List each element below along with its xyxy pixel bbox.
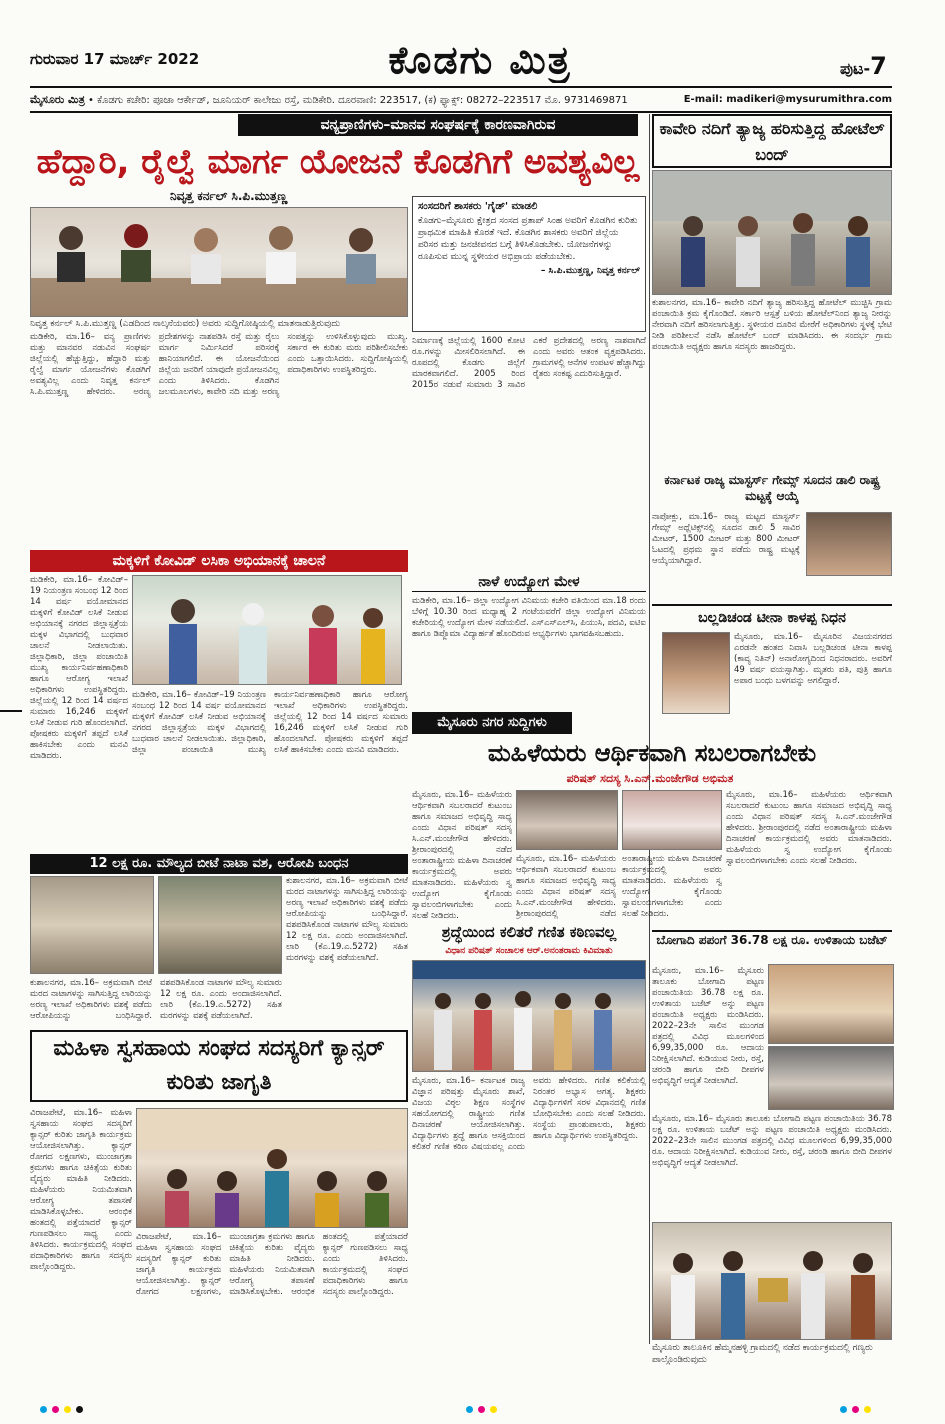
audience-photo	[622, 790, 722, 850]
info-rule	[30, 111, 892, 113]
seized-timber-photo	[30, 876, 154, 974]
budget-headline: ಬೋಗಾದಿ ಪಪಂಗೆ 36.78 ಲಕ್ಷ ರೂ. ಉಳಿತಾಯ ಬಜೆಟ್	[652, 930, 892, 962]
hotel-inspection-photo	[652, 170, 892, 295]
office-address: • ಕೊಡಗು ಕಚೇರಿ: ಪೂಜಾ ಆರ್ಕೇಡ್, ಜೂನಿಯರ್ ಕಾಲೇಜು ರಸ್ತೆ, ಮಡಿಕೇರಿ. ದೂರವಾಣಿ: 223517, (ಕ) ಫ್ಯಾಕ್ಸ್: 08272–223517 ಮೊ. 9731469871	[88, 95, 628, 106]
press-meet-photo	[30, 207, 408, 317]
yellow-registration-dot-center	[490, 1406, 497, 1413]
vaccine-headline: ಮಕ್ಕಳಿಗೆ ಕೋವಿಡ್ ಲಸಿಕಾ ಅಭಿಯಾನಕ್ಕೆ ಚಾಲನೆ	[30, 550, 408, 572]
hotel-inspection-illustration	[653, 171, 892, 295]
athlete-photo	[806, 512, 892, 576]
hotel-headline: ಕಾವೇರಿ ನದಿಗೆ ತ್ಯಾಜ್ಯ ಹರಿಸುತ್ತಿದ್ದ ಹೋಟೆಲ್ ಬಂದ್	[652, 114, 892, 168]
officials-photo	[158, 876, 282, 974]
budget-body-continued: ಮೈಸೂರು, ಮಾ.16– ಮೈಸೂರು ತಾಲೂಕು ಬೋಗಾದಿ ಪಟ್ಟಣ ಪಂಚಾಯಿತಿಯ 36.78 ಲಕ್ಷ ರೂ. ಉಳಿತಾಯ ಬಜೆಟ್ ಅನ್ನು ಪಟ್ಟಣ ಪಂಚಾಯಿತಿ ಅಧ್ಯಕ್ಷರು ಮಂಡಿಸಿದರು. 2022–23ನೇ ಸಾಲಿನ ಮುಂಗಡ ಪತ್ರದಲ್ಲಿ ವಿವಿಧ ಮೂಲಗಳಿಂದ 6,99,35,000 ರೂ. ಆದಾಯ ನಿರೀಕ್ಷಿಸಲಾಗಿದೆ. ಕುಡಿಯುವ ನೀರು, ರಸ್ತೆ, ಚರಂಡಿ ಹಾಗೂ ಬೀದಿ ದೀಪಗಳ ಅಭಿವೃದ್ಧಿಗೆ ಆದ್ಯತೆ ನೀಡಲಾಗಿದೆ.	[652, 1114, 892, 1168]
timber-seizure-body: ಕುಶಾಲನಗರ, ಮಾ.16– ಅಕ್ರಮವಾಗಿ ಬೀಟೆ ಮರದ ನಾಟಾಗಳನ್ನು ಸಾಗಿಸುತ್ತಿದ್ದ ಲಾರಿಯನ್ನು ಅರಣ್ಯ ಇಲಾಖೆ ಅಧಿಕಾರಿಗಳು ವಶಕ್ಕೆ ಪಡೆದು ಆರೋಪಿಯನ್ನು ಬಂಧಿಸಿದ್ದಾರೆ. ವಶಪಡಿಸಿಕೊಂಡ ನಾಟಾಗಳ ಮೌಲ್ಯ ಸುಮಾರು 12 ಲಕ್ಷ ರೂ. ಎಂದು ಅಂದಾಜಿಸಲಾಗಿದೆ. ಲಾರಿ (ಕೆಎ.19.ಎ.5272) ಸಹಿತ ಮರಗಳನ್ನು ವಶಕ್ಕೆ ಪಡೆಯಲಾಗಿದೆ.	[286, 876, 408, 963]
cyan-registration-dot	[40, 1406, 47, 1413]
timber-seizure-headline: 12 ಲಕ್ಷ ರೂ. ಮೌಲ್ಯದ ಬೀಟೆ ನಾಟಾ ವಶ, ಆರೋಪಿ ಬಂಧನ	[30, 854, 408, 874]
obituary-body: ಮೈಸೂರು, ಮಾ.16– ಮೈಸೂರಿನ ವಿಜಯನಗರದ ಎರಡನೇ ಹಂತದ ನಿವಾಸಿ ಬಲ್ಲಡಿಚಂಡ ಟೀನಾ ಕಾಳಪ್ಪ (ಕಾವ್ಯ ನಿತಿನ್) ಅನಾರೋಗ್ಯದಿಂದ ನಿಧನರಾದರು. ಅವರಿಗೆ 49 ವರ್ಷ ವಯಸ್ಸಾಗಿತ್ತು. ಮೃತರು ಪತಿ, ಪುತ್ರಿ ಹಾಗೂ ಅಪಾರ ಬಂಧು ಬಳಗವನ್ನು ಅಗಲಿದ್ದಾರೆ.	[734, 632, 892, 686]
magenta-registration-dot-right	[852, 1406, 859, 1413]
masthead-title: ಕೊಡಗು ಮಿತ್ರ	[388, 38, 572, 82]
black-registration-dot	[76, 1406, 83, 1413]
cyan-registration-dot-center	[466, 1406, 473, 1413]
column-divider	[649, 114, 650, 1344]
press-meet-caption: ನಿವೃತ್ತ ಕರ್ನಲ್ ಸಿ.ಪಿ.ಮುತ್ತಣ್ಣ (ಎಡದಿಂದ ನಾಲ್ಕನೆಯವರು) ಅವರು ಸುದ್ದಿಗೋಷ್ಠಿಯಲ್ಲಿ ಮಾತನಾಡುತ್ತಿರುವುದು	[30, 319, 341, 329]
cyan-registration-dot-right	[840, 1406, 847, 1413]
women-empowerment-body: ಮೈಸೂರು, ಮಾ.16– ಮಹಿಳೆಯರು ಆರ್ಥಿಕವಾಗಿ ಸಬಲರಾದರೆ ಕುಟುಂಬ ಹಾಗೂ ಸಮಾಜದ ಅಭಿವೃದ್ಧಿ ಸಾಧ್ಯ ಎಂದು ವಿಧಾನ ಪರಿಷತ್ ಸದಸ್ಯ ಸಿ.ಎನ್.ಮಂಜೇಗೌಡ ಹೇಳಿದರು. ಶ್ರೀರಾಂಪುರದಲ್ಲಿ ನಡೆದ ಅಂತಾರಾಷ್ಟ್ರೀಯ ಮಹಿಳಾ ದಿನಾಚರಣೆ ಕಾರ್ಯಕ್ರಮದಲ್ಲಿ ಅವರು ಮಾತನಾಡಿದರು. ಮಹಿಳೆಯರು ಸ್ವ ಉದ್ಯೋಗ ಕೈಗೊಂಡು ಸ್ವಾವಲಂಬಿಗಳಾಗಬೇಕು ಎಂದು ಸಲಹೆ ನೀಡಿದರು.	[412, 790, 512, 921]
masters-games-body: ನಾಪೋಕ್ಲು, ಮಾ.16– ರಾಜ್ಯ ಮಟ್ಟದ ಮಾಸ್ಟರ್ಸ್ ಗೇಮ್ಸ್ ಅಥ್ಲೆಟಿಕ್ಸ್‌ನಲ್ಲಿ ಸೂದನ ಡಾಲಿ 5 ಸಾವಿರ ಮೀಟರ್, 1500 ಮೀಟರ್ ಮತ್ತು 800 ಮೀಟರ್ ಓಟದಲ್ಲಿ ಪ್ರಥಮ ಸ್ಥಾನ ಪಡೆದು ರಾಷ್ಟ್ರ ಮಟ್ಟಕ್ಕೆ ಆಯ್ಕೆಯಾಗಿದ್ದಾರೆ.	[652, 512, 800, 566]
women-empowerment-body-continued: ಮೈಸೂರು, ಮಾ.16– ಮಹಿಳೆಯರು ಆರ್ಥಿಕವಾಗಿ ಸಬಲರಾದರೆ ಕುಟುಂಬ ಹಾಗೂ ಸಮಾಜದ ಅಭಿವೃದ್ಧಿ ಸಾಧ್ಯ ಎಂದು ವಿಧಾನ ಪರಿಷತ್ ಸದಸ್ಯ ಸಿ.ಎನ್.ಮಂಜೇಗೌಡ ಹೇಳಿದರು. ಶ್ರೀರಾಂಪುರದಲ್ಲಿ ನಡೆದ ಅಂತಾರಾಷ್ಟ್ರೀಯ ಮಹಿಳಾ ದಿನಾಚರಣೆ ಕಾರ್ಯಕ್ರಮದಲ್ಲಿ ಅವರು ಮಾತನಾಡಿದರು. ಮಹಿಳೆಯರು ಸ್ವ ಉದ್ಯೋಗ ಕೈಗೊಂಡು ಸ್ವಾವಲಂಬಿಗಳಾಗಬೇಕು ಎಂದು ಸಲಹೆ ನೀಡಿದರು.	[516, 854, 722, 919]
women-empowerment-body-right: ಮೈಸೂರು, ಮಾ.16– ಮಹಿಳೆಯರು ಆರ್ಥಿಕವಾಗಿ ಸಬಲರಾದರೆ ಕುಟುಂಬ ಹಾಗೂ ಸಮಾಜದ ಅಭಿವೃದ್ಧಿ ಸಾಧ್ಯ ಎಂದು ವಿಧಾನ ಪರಿಷತ್ ಸದಸ್ಯ ಸಿ.ಎನ್.ಮಂಜೇಗೌಡ ಹೇಳಿದರು. ಶ್ರೀರಾಂಪುರದಲ್ಲಿ ನಡೆದ ಅಂತಾರಾಷ್ಟ್ರೀಯ ಮಹಿಳಾ ದಿನಾಚರಣೆ ಕಾರ್ಯಕ್ರಮದಲ್ಲಿ ಅವರು ಮಾತನಾಡಿದರು. ಮಹಿಳೆಯರು ಸ್ವ ಉದ್ಯೋಗ ಕೈಗೊಂಡು ಸ್ವಾವಲಂಬಿಗಳಾಗಬೇಕು ಎಂದು ಸಲಹೆ ನೀಡಿದರು.	[726, 790, 892, 866]
speaker-photo	[516, 790, 618, 850]
masters-games-headline: ಕರ್ನಾಟಕ ರಾಜ್ಯ ಮಾಸ್ಟರ್ಸ್ ಗೇಮ್ಸ್ ಸೂದನ ಡಾಲಿ ರಾಷ್ಟ್ರ ಮಟ್ಟಕ್ಕೆ ಆಯ್ಕೆ	[664, 473, 880, 503]
pull-quote-signature: – ಸಿ.ಪಿ.ಮುತ್ತಣ್ಣ, ನಿವೃತ್ತ ಕರ್ನಲ್	[540, 266, 640, 276]
vaccination-photo	[132, 575, 402, 685]
edition-date: ಗುರುವಾರ 17 ಮಾರ್ಚ್ 2022	[30, 50, 200, 68]
budget-presentation-photo	[768, 1046, 894, 1110]
budget-building-photo	[768, 964, 894, 1044]
pull-quote-heading: ಸಂಸದರಿಗೆ ಶಾಸಕರು 'ಗೈಡ್' ಮಾಡಲಿ	[418, 201, 538, 212]
pull-quote-text: ಕೊಡಗು–ಮೈಸೂರು ಕ್ಷೇತ್ರದ ಸಂಸದ ಪ್ರತಾಪ್ ಸಿಂಹ ಅವರಿಗೆ ಕೊಡಗಿನ ಕುರಿತು ಪ್ರಾಥಮಿಕ ಮಾಹಿತಿ ಕೊರತೆ ಇದೆ. ಕೊಡಗಿನ ಶಾಸಕರು ಅವರಿಗೆ ಜಿಲ್ಲೆಯ ಪರಿಸರ ಮತ್ತು ಜನಜೀವನದ ಬಗ್ಗೆ ತಿಳಿಸಿಕೊಡಬೇಕು. ಯೋಜನೆಗಳನ್ನು ರೂಪಿಸುವ ಮುನ್ನ ಸ್ಥಳೀಯರ ಅಭಿಪ್ರಾಯ ಪಡೆಯಬೇಕು.	[418, 216, 638, 262]
lead-byline: ನಿವೃತ್ತ ಕರ್ನಲ್ ಸಿ.ಪಿ.ಮುತ್ತಣ್ಣ	[170, 189, 288, 203]
vaccine-body: ಮಡಿಕೇರಿ, ಮಾ.16– ಕೋವಿಡ್–19 ನಿಯಂತ್ರಣ ಸಂಬಂಧ 12 ರಿಂದ 14 ವರ್ಷ ವಯೋಮಾನದ ಮಕ್ಕಳಿಗೆ ಕೋವಿಡ್ ಲಸಿಕೆ ನೀಡುವ ಅಭಿಯಾನಕ್ಕೆ ನಗರದ ಜಿಲ್ಲಾಸ್ಪತ್ರೆಯ ಮಕ್ಕಳ ವಿಭಾಗದಲ್ಲಿ ಬುಧವಾರ ಚಾಲನೆ ನೀಡಲಾಯಿತು. ಜಿಲ್ಲಾಧಿಕಾರಿ, ಜಿಲ್ಲಾ ಪಂಚಾಯಿತಿ ಮುಖ್ಯ ಕಾರ್ಯನಿರ್ವಹಣಾಧಿಕಾರಿ ಹಾಗೂ ಆರೋಗ್ಯ ಇಲಾಖೆ ಅಧಿಕಾರಿಗಳು ಉಪಸ್ಥಿತರಿದ್ದರು. ಜಿಲ್ಲೆಯಲ್ಲಿ 12 ರಿಂದ 14 ವರ್ಷದ ಸುಮಾರು 16,246 ಮಕ್ಕಳಿಗೆ ಲಸಿಕೆ ನೀಡುವ ಗುರಿ ಹೊಂದಲಾಗಿದೆ. ಪೋಷಕರು ಮಕ್ಕಳಿಗೆ ತಪ್ಪದೆ ಲಸಿಕೆ ಹಾಕಿಸಬೇಕು ಎಂದು ಮನವಿ ಮಾಡಿದರು.	[30, 575, 128, 761]
vaccination-illustration	[133, 576, 402, 685]
magenta-registration-dot-center	[478, 1406, 485, 1413]
math-headline: ಶ್ರದ್ಧೆಯಿಂದ ಕಲಿತರೆ ಗಣಿತ ಕಠಿಣವಲ್ಲ	[441, 923, 617, 941]
pull-quote-box	[412, 196, 646, 332]
vaccine-body-continued: ಮಡಿಕೇರಿ, ಮಾ.16– ಕೋವಿಡ್–19 ನಿಯಂತ್ರಣ ಸಂಬಂಧ 12 ರಿಂದ 14 ವರ್ಷ ವಯೋಮಾನದ ಮಕ್ಕಳಿಗೆ ಕೋವಿಡ್ ಲಸಿಕೆ ನೀಡುವ ಅಭಿಯಾನಕ್ಕೆ ನಗರದ ಜಿಲ್ಲಾಸ್ಪತ್ರೆಯ ಮಕ್ಕಳ ವಿಭಾಗದಲ್ಲಿ ಬುಧವಾರ ಚಾಲನೆ ನೀಡಲಾಯಿತು. ಜಿಲ್ಲಾಧಿಕಾರಿ, ಜಿಲ್ಲಾ ಪಂಚಾಯಿತಿ ಮುಖ್ಯ ಕಾರ್ಯನಿರ್ವಹಣಾಧಿಕಾರಿ ಹಾಗೂ ಆರೋಗ್ಯ ಇಲಾಖೆ ಅಧಿಕಾರಿಗಳು ಉಪಸ್ಥಿತರಿದ್ದರು. ಜಿಲ್ಲೆಯಲ್ಲಿ 12 ರಿಂದ 14 ವರ್ಷದ ಸುಮಾರು 16,246 ಮಕ್ಕಳಿಗೆ ಲಸಿಕೆ ನೀಡುವ ಗುರಿ ಹೊಂದಲಾಗಿದೆ. ಪೋಷಕರು ಮಕ್ಕಳಿಗೆ ತಪ್ಪದೆ ಲಸಿಕೆ ಹಾಕಿಸಬೇಕು ಎಂದು ಮನವಿ ಮಾಡಿದರು.	[132, 690, 408, 755]
lead-body: ಮಡಿಕೇರಿ, ಮಾ.16– ವನ್ಯ ಪ್ರಾಣಿಗಳು ಮತ್ತು ಮಾನವರ ನಡುವಿನ ಸಂಘರ್ಷ ಜಿಲ್ಲೆಯಲ್ಲಿ ಹೆಚ್ಚುತ್ತಿದ್ದು, ಹೆದ್ದಾರಿ ಮತ್ತು ರೈಲ್ವೆ ಮಾರ್ಗ ಯೋಜನೆಗಳು ಕೊಡಗಿಗೆ ಅವಶ್ಯವಿಲ್ಲ ಎಂದು ನಿವೃತ್ತ ಕರ್ನಲ್ ಸಿ.ಪಿ.ಮುತ್ತಣ್ಣ ಹೇಳಿದರು. ಅರಣ್ಯ ಪ್ರದೇಶಗಳನ್ನು ನಾಶಪಡಿಸಿ ರಸ್ತೆ ಮತ್ತು ರೈಲು ಮಾರ್ಗ ನಿರ್ಮಿಸಿದರೆ ಪರಿಸರಕ್ಕೆ ಹಾನಿಯಾಗಲಿದೆ. ಈ ಯೋಜನೆಯಿಂದ ಜಿಲ್ಲೆಯ ಜನರಿಗೆ ಯಾವುದೇ ಪ್ರಯೋಜನವಿಲ್ಲ ಎಂದು ತಿಳಿಸಿದರು. ಕೊಡಗಿನ ಜಲಮೂಲಗಳು, ಕಾವೇರಿ ನದಿ ಮತ್ತು ಅರಣ್ಯ ಸಂಪತ್ತನ್ನು ಉಳಿಸಿಕೊಳ್ಳುವುದು ಮುಖ್ಯ. ಸರ್ಕಾರ ಈ ಕುರಿತು ಮರು ಪರಿಶೀಲಿಸಬೇಕು ಎಂದು ಒತ್ತಾಯಿಸಿದರು. ಸುದ್ದಿಗೋಷ್ಠಿಯಲ್ಲಿ ಪದಾಧಿಕಾರಿಗಳು ಉಪಸ್ಥಿತರಿದ್ದರು.	[30, 332, 408, 397]
women-empowerment-subhead: ಪರಿಷತ್ ಸದಸ್ಯ ಸಿ.ಎನ್.ಮಂಜೇಗೌಡ ಅಭಿಮತ	[566, 772, 734, 785]
awareness-meeting-illustration	[137, 1109, 408, 1228]
obituary-headline: ಬಲ್ಲಡಿಚಂಡ ಟೀನಾ ಕಾಳಪ್ಪ ನಿಧನ	[652, 604, 892, 628]
cancer-awareness-body-continued: ವಿರಾಜಪೇಟೆ, ಮಾ.16– ಮಹಿಳಾ ಸ್ವಸಹಾಯ ಸಂಘದ ಸದಸ್ಯರಿಗೆ ಕ್ಯಾನ್ಸರ್ ಕುರಿತು ಜಾಗೃತಿ ಕಾರ್ಯಕ್ರಮ ಆಯೋಜಿಸಲಾಗಿತ್ತು. ಕ್ಯಾನ್ಸರ್ ರೋಗದ ಲಕ್ಷಣಗಳು, ಮುಂಜಾಗ್ರತಾ ಕ್ರಮಗಳು ಹಾಗೂ ಚಿಕಿತ್ಸೆಯ ಕುರಿತು ವೈದ್ಯರು ಮಾಹಿತಿ ನೀಡಿದರು. ಮಹಿಳೆಯರು ನಿಯಮಿತವಾಗಿ ಆರೋಗ್ಯ ತಪಾಸಣೆ ಮಾಡಿಸಿಕೊಳ್ಳಬೇಕು. ಆರಂಭಿಕ ಹಂತದಲ್ಲಿ ಪತ್ತೆಯಾದರೆ ಕ್ಯಾನ್ಸರ್ ಗುಣಪಡಿಸಲು ಸಾಧ್ಯ ಎಂದು ತಿಳಿಸಿದರು. ಕಾರ್ಯಕ್ರಮದಲ್ಲಿ ಸಂಘದ ಪದಾಧಿಕಾರಿಗಳು ಹಾಗೂ ಸದಸ್ಯರು ಪಾಲ್ಗೊಂಡಿದ್ದರು.	[136, 1232, 408, 1297]
obituary-photo	[662, 632, 730, 714]
press-meet-people-illustration	[31, 208, 408, 317]
page-number	[840, 52, 887, 80]
lead-headline: ಹೆದ್ದಾರಿ, ರೈಲ್ವೆ ಮಾರ್ಗ ಯೋಜನೆ ಕೊಡಗಿಗೆ ಅವಶ್ಯವಿಲ್ಲ	[36, 142, 640, 182]
budget-body: ಮೈಸೂರು, ಮಾ.16– ಮೈಸೂರು ತಾಲೂಕು ಬೋಗಾದಿ ಪಟ್ಟಣ ಪಂಚಾಯಿತಿಯ 36.78 ಲಕ್ಷ ರೂ. ಉಳಿತಾಯ ಬಜೆಟ್ ಅನ್ನು ಪಟ್ಟಣ ಪಂಚಾಯಿತಿ ಅಧ್ಯಕ್ಷರು ಮಂಡಿಸಿದರು. 2022–23ನೇ ಸಾಲಿನ ಮುಂಗಡ ಪತ್ರದಲ್ಲಿ ವಿವಿಧ ಮೂಲಗಳಿಂದ 6,99,35,000 ರೂ. ಆದಾಯ ನಿರೀಕ್ಷಿಸಲಾಗಿದೆ. ಕುಡಿಯುವ ನೀರು, ರಸ್ತೆ, ಚರಂಡಿ ಹಾಗೂ ಬೀದಿ ದೀಪಗಳ ಅಭಿವೃದ್ಧಿಗೆ ಆದ್ಯತೆ ನೀಡಲಾಗಿದೆ.	[652, 966, 764, 1086]
page-prefix: ಪುಟ-	[840, 59, 871, 78]
hotel-body: ಕುಶಾಲನಗರ, ಮಾ.16– ಕಾವೇರಿ ನದಿಗೆ ತ್ಯಾಜ್ಯ ಹರಿಸುತ್ತಿದ್ದ ಹೋಟೆಲ್ ಮುಚ್ಚಿಸಿ ಗ್ರಾಮ ಪಂಚಾಯಿತಿ ಕ್ರಮ ಕೈಗೊಂಡಿದೆ. ಸರ್ಕಾರಿ ಆಸ್ಪತ್ರೆ ಬಳಿಯ ಹೋಟೆಲ್‌ನಿಂದ ತ್ಯಾಜ್ಯ ನೀರನ್ನು ನೇರವಾಗಿ ನದಿಗೆ ಹರಿಸಲಾಗುತ್ತಿತ್ತು. ಸ್ಥಳೀಯರ ದೂರಿನ ಮೇರೆಗೆ ಅಧಿಕಾರಿಗಳು ಸ್ಥಳಕ್ಕೆ ಭೇಟಿ ನೀಡಿ ಪರಿಶೀಲನೆ ನಡೆಸಿ ಹೋಟೆಲ್ ಬಂದ್ ಮಾಡಿಸಿದರು. ಈ ಸಂದರ್ಭ ಗ್ರಾಮ ಪಂಚಾಯಿತಿ ಅಧ್ಯಕ್ಷರು ಹಾಗೂ ಸದಸ್ಯರು ಹಾಜರಿದ್ದರು.	[652, 298, 892, 352]
margin-tick	[0, 710, 22, 712]
felicitation-caption: ಮೈಸೂರು ತಾಲೂಕಿನ ಹೆಮ್ಮನಹಳ್ಳಿ ಗ್ರಾಮದಲ್ಲಿ ನಡೆದ ಕಾರ್ಯಕ್ರಮದಲ್ಲಿ ಗಣ್ಯರು ಪಾಲ್ಗೊಂಡಿರುವುದು	[652, 1343, 873, 1365]
job-fair-body: ಮಡಿಕೇರಿ, ಮಾ.16– ಜಿಲ್ಲಾ ಉದ್ಯೋಗ ವಿನಿಮಯ ಕಚೇರಿ ವತಿಯಿಂದ ಮಾ.18 ರಂದು ಬೆಳಿಗ್ಗೆ 10.30 ರಿಂದ ಮಧ್ಯಾಹ್ನ 2 ಗಂಟೆಯವರೆಗೆ ಜಿಲ್ಲಾ ಉದ್ಯೋಗ ವಿನಿಮಯ ಕಚೇರಿಯಲ್ಲಿ ಉದ್ಯೋಗ ಮೇಳ ನಡೆಯಲಿದೆ. ಎಸ್‌ಎಸ್‌ಎಲ್‌ಸಿ, ಪಿಯುಸಿ, ಪದವಿ, ಐಟಿಐ ಹಾಗೂ ಡಿಪ್ಲೊಮಾ ವಿದ್ಯಾರ್ಹತೆ ಹೊಂದಿರುವ ಅಭ್ಯರ್ಥಿಗಳು ಭಾಗವಹಿಸಬಹುದು.	[412, 596, 646, 639]
timber-seizure-body-continued: ಕುಶಾಲನಗರ, ಮಾ.16– ಅಕ್ರಮವಾಗಿ ಬೀಟೆ ಮರದ ನಾಟಾಗಳನ್ನು ಸಾಗಿಸುತ್ತಿದ್ದ ಲಾರಿಯನ್ನು ಅರಣ್ಯ ಇಲಾಖೆ ಅಧಿಕಾರಿಗಳು ವಶಕ್ಕೆ ಪಡೆದು ಆರೋಪಿಯನ್ನು ಬಂಧಿಸಿದ್ದಾರೆ. ವಶಪಡಿಸಿಕೊಂಡ ನಾಟಾಗಳ ಮೌಲ್ಯ ಸುಮಾರು 12 ಲಕ್ಷ ರೂ. ಎಂದು ಅಂದಾಜಿಸಲಾಗಿದೆ. ಲಾರಿ (ಕೆಎ.19.ಎ.5272) ಸಹಿತ ಮರಗಳನ್ನು ವಶಕ್ಕೆ ಪಡೆಯಲಾಗಿದೆ.	[30, 978, 282, 1021]
office-info-bar	[30, 90, 892, 110]
women-empowerment-headline: ಮಹಿಳೆಯರು ಆರ್ಥಿಕವಾಗಿ ಸಬಲರಾಗಬೇಕು	[487, 739, 817, 767]
awareness-meeting-photo	[136, 1108, 408, 1228]
cancer-awareness-headline: ಮಹಿಳಾ ಸ್ವಸಹಾಯ ಸಂಘದ ಸದಸ್ಯರಿಗೆ ಕ್ಯಾನ್ಸರ್ ಕುರಿತು ಜಾಗೃತಿ	[30, 1030, 408, 1102]
math-body: ಮೈಸೂರು, ಮಾ.16– ಕರ್ನಾಟಕ ರಾಜ್ಯ ವಿಜ್ಞಾನ ಪರಿಷತ್ತು ಮೈಸೂರು ಶಾಖೆ, ವಿಜಯ ವಿಠ್ಠಲ ಶಿಕ್ಷಣ ಸಂಸ್ಥೆಗಳ ಸಹಯೋಗದಲ್ಲಿ ರಾಷ್ಟ್ರೀಯ ಗಣಿತ ದಿನಾಚರಣೆ ಆಯೋಜಿಸಲಾಗಿತ್ತು. ವಿದ್ಯಾರ್ಥಿಗಳು ಶ್ರದ್ಧೆ ಹಾಗೂ ಆಸಕ್ತಿಯಿಂದ ಕಲಿತರೆ ಗಣಿತ ಕಠಿಣ ವಿಷಯವಲ್ಲ ಎಂದು ಅವರು ಹೇಳಿದರು. ಗಣಿತ ಕಲಿಕೆಯಲ್ಲಿ ನಿರಂತರ ಅಭ್ಯಾಸ ಅಗತ್ಯ. ಶಿಕ್ಷಕರು ವಿದ್ಯಾರ್ಥಿಗಳಿಗೆ ಸರಳ ವಿಧಾನದಲ್ಲಿ ಗಣಿತ ಬೋಧಿಸಬೇಕು ಎಂದು ಸಲಹೆ ನೀಡಿದರು. ಸಂಸ್ಥೆಯ ಪ್ರಾಂಶುಪಾಲರು, ಶಿಕ್ಷಕರು ಹಾಗೂ ವಿದ್ಯಾರ್ಥಿಗಳು ಉಪಸ್ಥಿತರಿದ್ದರು.	[412, 1076, 646, 1152]
math-event-illustration	[413, 961, 646, 1072]
math-event-photo	[412, 960, 646, 1072]
office-email: E-mail: madikeri@mysurumithra.com	[683, 94, 892, 105]
page-number-value: 7	[870, 52, 887, 80]
lead-body-continued: ನಿರ್ಮಾಣಕ್ಕೆ ಜಿಲ್ಲೆಯಲ್ಲಿ 1600 ಕೋಟಿ ರೂ.ಗಳನ್ನು ಮೀಸಲಿರಿಸಲಾಗಿದೆ. ಈ ರೂಪದಲ್ಲಿ ಕೊಡಗು ಜಿಲ್ಲೆಗೆ ಮಾರಕವಾಗಲಿದೆ. 2005 ರಿಂದ 2015ರ ನಡುವೆ ಸುಮಾರು 3 ಸಾವಿರ ಎಕರೆ ಪ್ರದೇಶದಲ್ಲಿ ಅರಣ್ಯ ನಾಶವಾಗಿದೆ ಎಂದು ಅವರು ಆತಂಕ ವ್ಯಕ್ತಪಡಿಸಿದರು. ಗ್ರಾಮಗಳಲ್ಲಿ ಆನೆಗಳ ಉಪಟಳ ಹೆಚ್ಚಾಗಿದ್ದು ರೈತರು ಸಂಕಷ್ಟ ಎದುರಿಸುತ್ತಿದ್ದಾರೆ.	[412, 336, 646, 390]
yellow-registration-dot-right	[864, 1406, 871, 1413]
lead-kicker: ವನ್ಯಪ್ರಾಣಿಗಳು–ಮಾನವ ಸಂಘರ್ಷಕ್ಕೆ ಕಾರಣವಾಗಿರುವ	[238, 114, 638, 136]
felicitation-illustration	[653, 1223, 892, 1340]
math-subhead: ವಿಧಾನ ಪರಿಷತ್ ಸಂಚಾಲಕ ಆರ್.ಅನಂತರಾಮ ಕಿವಿಮಾತು	[445, 946, 613, 956]
sister-brand: ಮೈಸೂರು ಮಿತ್ರ	[30, 93, 85, 106]
felicitation-photo	[652, 1222, 892, 1340]
city-news-band: ಮೈಸೂರು ನಗರ ಸುದ್ದಿಗಳು	[412, 712, 572, 734]
yellow-registration-dot	[64, 1406, 71, 1413]
cancer-awareness-body: ವಿರಾಜಪೇಟೆ, ಮಾ.16– ಮಹಿಳಾ ಸ್ವಸಹಾಯ ಸಂಘದ ಸದಸ್ಯರಿಗೆ ಕ್ಯಾನ್ಸರ್ ಕುರಿತು ಜಾಗೃತಿ ಕಾರ್ಯಕ್ರಮ ಆಯೋಜಿಸಲಾಗಿತ್ತು. ಕ್ಯಾನ್ಸರ್ ರೋಗದ ಲಕ್ಷಣಗಳು, ಮುಂಜಾಗ್ರತಾ ಕ್ರಮಗಳು ಹಾಗೂ ಚಿಕಿತ್ಸೆಯ ಕುರಿತು ವೈದ್ಯರು ಮಾಹಿತಿ ನೀಡಿದರು. ಮಹಿಳೆಯರು ನಿಯಮಿತವಾಗಿ ಆರೋಗ್ಯ ತಪಾಸಣೆ ಮಾಡಿಸಿಕೊಳ್ಳಬೇಕು. ಆರಂಭಿಕ ಹಂತದಲ್ಲಿ ಪತ್ತೆಯಾದರೆ ಕ್ಯಾನ್ಸರ್ ಗುಣಪಡಿಸಲು ಸಾಧ್ಯ ಎಂದು ತಿಳಿಸಿದರು. ಕಾರ್ಯಕ್ರಮದಲ್ಲಿ ಸಂಘದ ಪದಾಧಿಕಾರಿಗಳು ಹಾಗೂ ಸದಸ್ಯರು ಪಾಲ್ಗೊಂಡಿದ್ದರು.	[30, 1108, 132, 1272]
masthead-rule	[30, 86, 892, 88]
magenta-registration-dot	[52, 1406, 59, 1413]
job-fair-headline: ನಾಳೆ ಉದ್ಯೋಗ ಮೇಳ	[412, 572, 646, 592]
